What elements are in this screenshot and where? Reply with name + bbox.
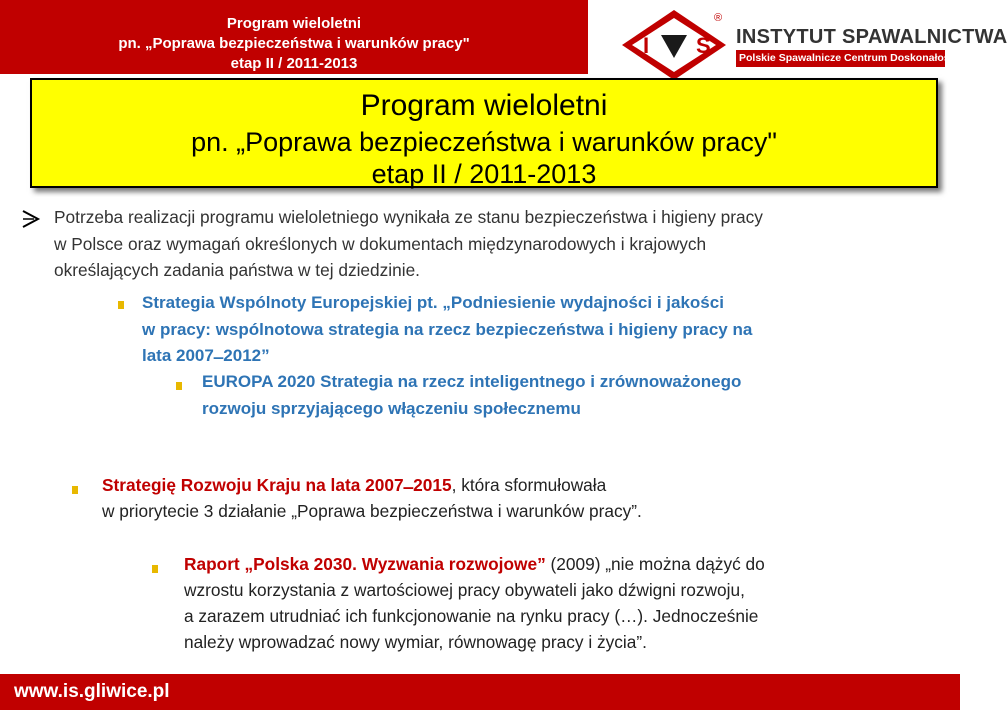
- title-line-1: Program wieloletni: [360, 89, 608, 122]
- intro-line-1: Potrzeba realizacji programu wieloletniego wynikała ze stanu bezpieczeństwa i higieny pracy: [54, 207, 763, 227]
- bullet-national-strategy: [102, 472, 642, 524]
- eu-strategy-line-3: lata 2007 ̶ 2012”: [142, 346, 270, 365]
- footer-bar: [0, 674, 960, 710]
- eu-strategy-line-2: w pracy: wspólnotowa strategia na rzecz bezpieczeństwa i higieny pracy na: [142, 319, 753, 339]
- eu-strategy-line-1: Strategia Wspólnoty Europejskiej pt. „Podniesienie wydajności i jakości: [142, 293, 724, 312]
- header-line-2: pn. „Poprawa bezpieczeństwa i warunków pracy": [118, 35, 470, 52]
- institute-logo: [588, 0, 1007, 90]
- europa-line-1: EUROPA 2020 Strategia na rzecz inteligentnego i zrównoważonego: [202, 372, 742, 391]
- header-line-1: Program wieloletni: [226, 15, 362, 32]
- arrow-bullet-icon: [20, 208, 42, 230]
- report-rest: (2009) „nie można dążyć do: [545, 554, 765, 574]
- report-title: Raport „Polska 2030. Wyzwania rozwojowe”: [184, 554, 546, 574]
- report-line-3: a zarazem utrudniać ich funkcjonowanie na rynku pracy (…). Jednocześnie: [184, 606, 759, 626]
- svg-text:S: S: [696, 33, 711, 58]
- report-line-4: należy wprowadzać nowy wymiar, równowagę pracy i życia”.: [184, 632, 647, 652]
- institute-logo-emblem-icon: [618, 8, 730, 82]
- intro-paragraph: [54, 204, 944, 284]
- bullet-eu-strategy: [142, 290, 752, 370]
- national-strategy-line-2: w priorytecie 3 działanie „Poprawa bezpieczeństwa i warunków pracy”.: [102, 501, 642, 521]
- intro-line-3: określających zadania państwa w tej dziedzinie.: [54, 260, 420, 280]
- national-strategy-rest: , która sformułowała: [451, 475, 607, 495]
- square-bullet-icon: [176, 382, 182, 390]
- square-bullet-icon: [72, 486, 78, 494]
- square-bullet-icon: [152, 565, 158, 573]
- header-title: [0, 14, 588, 74]
- europa-line-2: rozwoju sprzyjającego włączeniu społecznemu: [202, 398, 581, 418]
- national-strategy-title: Strategię Rozwoju Kraju na lata 2007 ̶ 2015: [102, 475, 452, 495]
- bullet-europa-2020: [202, 369, 741, 422]
- report-line-2: wzrostu korzystania z wartościowej pracy obywateli jako dźwigni rozwoju,: [184, 580, 745, 600]
- logo-institute-name: INSTYTUT SPAWALNICTWA: [736, 26, 1007, 48]
- top-header-bar: [0, 0, 588, 74]
- square-bullet-icon: [118, 301, 124, 309]
- footer-url[interactable]: www.is.gliwice.pl: [14, 681, 170, 702]
- header-line-3: etap II / 2011-2013: [230, 55, 358, 72]
- title-line-2: pn. „Poprawa bezpieczeństwa i warunków pracy": [191, 127, 777, 157]
- title-box: [30, 78, 938, 188]
- title-line-3: etap II / 2011-2013: [371, 159, 597, 189]
- intro-line-2: w Polsce oraz wymagań określonych w dokumentach międzynarodowych i krajowych: [54, 233, 707, 254]
- bullet-report-2030: [184, 551, 765, 655]
- svg-text:®: ®: [714, 12, 723, 24]
- logo-subtitle: Polskie Spawalnicze Centrum Doskonałości: [736, 50, 945, 67]
- svg-text:I: I: [643, 33, 650, 58]
